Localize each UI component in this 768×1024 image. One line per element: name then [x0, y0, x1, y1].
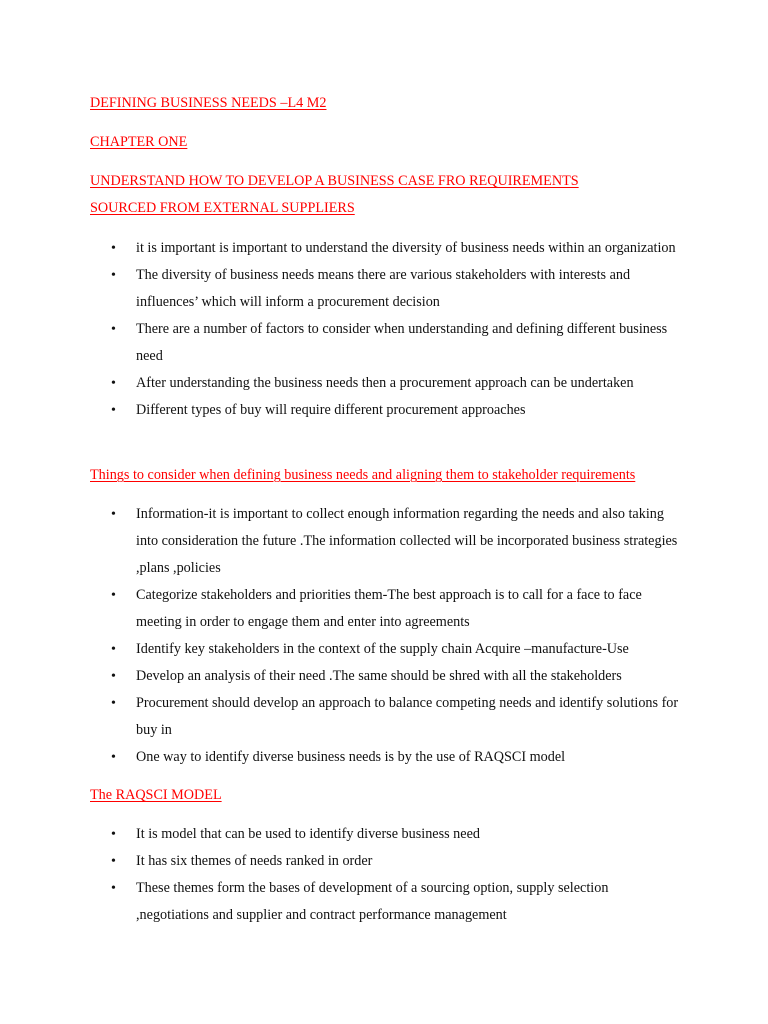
bullet-icon: •: [111, 669, 116, 684]
bullet-icon: •: [111, 268, 116, 283]
list-item: [0, 690, 681, 744]
section-heading-business-case-line-1: UNDERSTAND HOW TO DEVELOP A BUSINESS CASE FRO REQUIREMENTS: [90, 173, 579, 189]
bullet-list-business-needs: [0, 235, 681, 424]
bullet-list-raqsci: [0, 821, 681, 929]
bullet-icon: •: [111, 322, 116, 337]
list-item: [0, 262, 681, 316]
list-item-text: Different types of buy will require different procurement approaches: [136, 402, 526, 418]
section-heading-business-case-line-2: SOURCED FROM EXTERNAL SUPPLIERS: [90, 200, 355, 216]
list-item-text: Develop an analysis of their need .The same should be shred with all the stakeholders: [136, 668, 622, 684]
bullet-icon: •: [111, 403, 116, 418]
list-item-text: It is model that can be used to identify diverse business need: [136, 826, 480, 842]
bullet-icon: •: [111, 588, 116, 603]
bullet-list-considerations: [0, 501, 681, 771]
list-item: [0, 316, 681, 370]
list-item-text: it is important is important to understand the diversity of business needs within an organization: [136, 240, 676, 256]
bullet-icon: •: [111, 642, 116, 657]
list-item: [0, 582, 681, 636]
list-item-text: Procurement should develop an approach to balance competing needs and identify solutions for buy in: [136, 695, 679, 738]
section-heading-things-to-consider: Things to consider when defining business needs and aligning them to stakeholder requirements: [90, 467, 636, 483]
list-item: [0, 235, 681, 262]
chapter-heading: CHAPTER ONE: [90, 134, 188, 150]
list-item-text: Information-it is important to collect enough information regarding the needs and also taking into consideration the future .The information collected will be incorporated business strategies ,plans ,policies: [136, 506, 678, 576]
list-item: [0, 370, 681, 397]
bullet-icon: •: [111, 854, 116, 869]
bullet-icon: •: [111, 376, 116, 391]
list-item: [0, 848, 681, 875]
list-item: [0, 875, 681, 929]
list-item-text: One way to identify diverse business needs is by the use of RAQSCI model: [136, 749, 566, 765]
list-item-text: It has six themes of needs ranked in order: [136, 853, 373, 869]
list-item: [0, 501, 681, 582]
bullet-icon: •: [111, 241, 116, 256]
list-item-text: After understanding the business needs then a procurement approach can be undertaken: [136, 375, 634, 391]
list-item: [0, 397, 681, 424]
list-item-text: The diversity of business needs means there are various stakeholders with interests and influences’ which will inform a procurement decision: [136, 267, 631, 310]
list-item: [0, 636, 681, 663]
bullet-icon: •: [111, 696, 116, 711]
list-item-text: These themes form the bases of development of a sourcing option, supply selection ,negotiations and supplier and contract performance management: [136, 880, 609, 923]
list-item: [0, 744, 681, 771]
list-item-text: Identify key stakeholders in the context of the supply chain Acquire –manufacture-Use: [136, 641, 629, 657]
document-title: DEFINING BUSINESS NEEDS –L4 M2: [90, 95, 327, 111]
section-heading-raqsci-model: The RAQSCI MODEL: [90, 787, 222, 803]
bullet-icon: •: [111, 881, 116, 896]
bullet-icon: •: [111, 750, 116, 765]
list-item-text: There are a number of factors to consider when understanding and defining different business need: [136, 321, 668, 364]
bullet-icon: •: [111, 507, 116, 522]
bullet-icon: •: [111, 827, 116, 842]
list-item: [0, 663, 681, 690]
list-item: [0, 821, 681, 848]
list-item-text: Categorize stakeholders and priorities them-The best approach is to call for a face to face meeting in order to engage them and enter into agreements: [136, 587, 642, 630]
